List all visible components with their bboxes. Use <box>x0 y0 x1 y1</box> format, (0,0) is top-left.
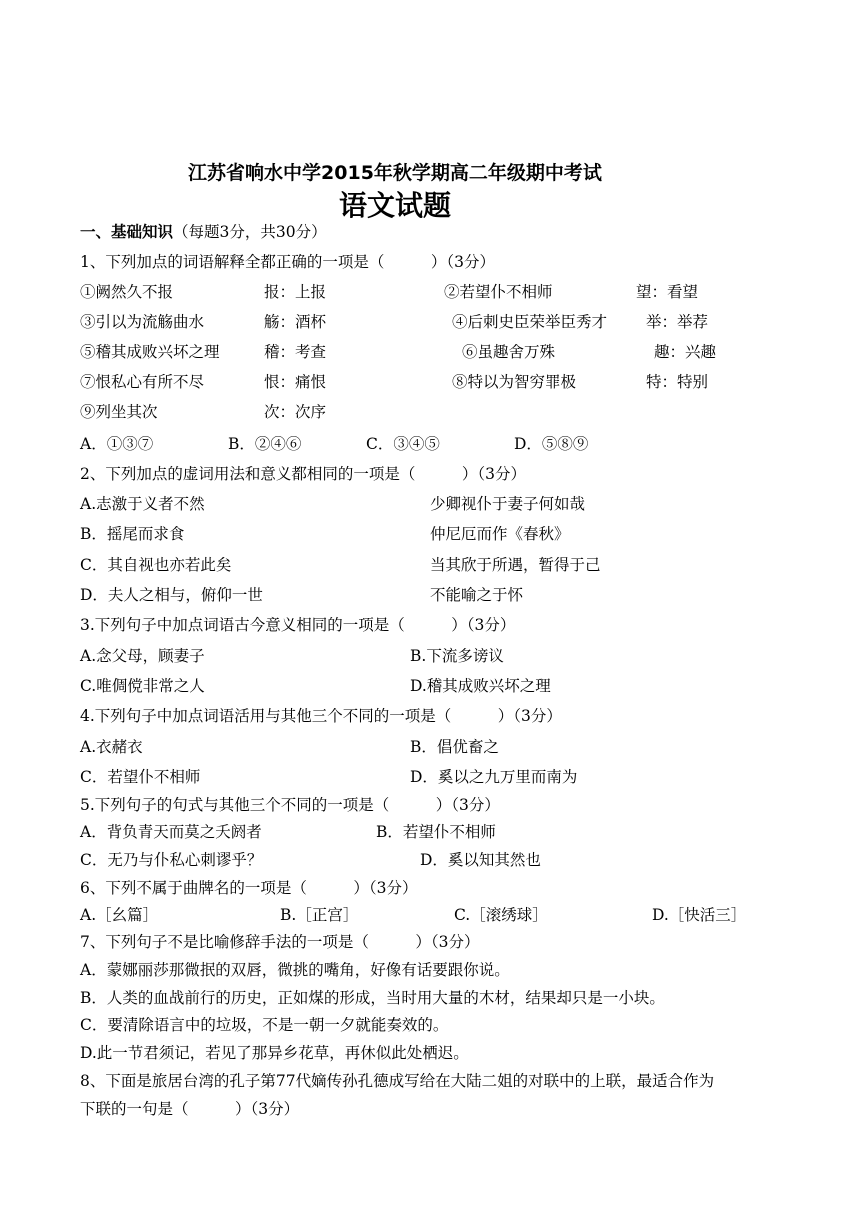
q8-stem-line2: 下联的一句是（ ）（3分） <box>80 1100 300 1118</box>
section-heading <box>80 222 327 242</box>
q6-option-a: A.［幺篇］ <box>80 906 159 924</box>
q6-option-c: C.［滚绣球］ <box>454 906 548 924</box>
q1-item: ⑨列坐其次 <box>80 403 158 421</box>
q2-stem: 2、下列加点的虚词用法和意义都相同的一项是（ ）（3分） <box>80 465 526 483</box>
q1-item: ⑤稽其成败兴坏之理 <box>80 343 220 361</box>
q5-option-b: B．若望仆不相师 <box>376 823 496 841</box>
q5-option-a: A．背负青天而莫之夭阏者 <box>80 823 262 841</box>
q1-item: ④后刺史臣荣举臣秀才 <box>452 313 608 331</box>
q1-gloss: 举：举荐 <box>646 313 709 331</box>
q1-gloss: 恨：痛恨 <box>264 373 327 391</box>
q4-option-c: C．若望仆不相师 <box>80 768 201 786</box>
q8-stem-line1: 8、下面是旅居台湾的孔子第77代嫡传孙孔德成写给在大陆二姐的对联中的上联，最适合作为 <box>80 1072 715 1090</box>
q1-gloss: 特：特别 <box>646 373 709 391</box>
q1-item: ③引以为流觞曲水 <box>80 313 205 331</box>
q7-option-d: D.此一节君须记，若见了那异乡花草，再休似此处栖迟。 <box>80 1044 469 1062</box>
q1-item: ⑦恨私心有所不尽 <box>80 373 205 391</box>
q3-stem: 3.下列句子中加点词语古今意义相同的一项是（ ）（3分） <box>80 616 516 634</box>
q2-option-left: B．摇尾而求食 <box>80 525 185 543</box>
q1-gloss: 次：次序 <box>264 403 327 421</box>
q2-option-right: 当其欣于所遇，暂得于己 <box>430 556 601 574</box>
q1-gloss: 趣：兴趣 <box>654 343 717 361</box>
q7-option-b: B．人类的血战前行的历史，正如煤的形成，当时用大量的木材，结果却只是一小块。 <box>80 989 665 1007</box>
q2-option-left: A.志激于义者不然 <box>80 495 205 513</box>
q1-option-a: A．①③⑦ <box>80 435 154 453</box>
q1-gloss: 觞：酒杯 <box>264 313 327 331</box>
q1-option-c: C．③④⑤ <box>366 435 440 453</box>
q2-option-right: 少卿视仆于妻子何如哉 <box>430 495 586 513</box>
q6-stem: 6、下列不属于曲牌名的一项是（ ）（3分） <box>80 879 418 897</box>
school-title: 江苏省响水中学2015年秋学期高二年级期中考试 <box>188 162 602 184</box>
q1-option-d: D．⑤⑧⑨ <box>514 435 589 453</box>
q3-option-d: D.稽其成败兴坏之理 <box>410 677 551 695</box>
q2-option-right: 仲尼厄而作《春秋》 <box>430 525 570 543</box>
q6-option-b: B.［正宫］ <box>280 906 359 924</box>
q1-gloss: 望：看望 <box>636 283 699 301</box>
q2-option-right: 不能喻之于怀 <box>430 586 524 604</box>
q1-gloss: 报：上报 <box>264 283 327 301</box>
q2-option-left: D．夫人之相与，俯仰一世 <box>80 586 263 604</box>
q5-option-d: D．奚以知其然也 <box>420 851 541 869</box>
q3-option-a: A.念父母，顾妻子 <box>80 647 205 665</box>
q3-option-b: B.下流多谤议 <box>410 647 504 665</box>
q1-option-b: B．②④⑥ <box>228 435 302 453</box>
section-heading-note: （每题3分，共30分） <box>173 223 327 241</box>
section-heading-label: 一、基础知识 <box>80 223 174 241</box>
subject-title: 语文试题 <box>338 189 451 222</box>
q2-option-left: C．其自视也亦若此矣 <box>80 556 232 574</box>
q5-stem: 5.下列句子的句式与其他三个不同的一项是（ ）（3分） <box>80 796 500 814</box>
q3-option-c: C.唯倜傥非常之人 <box>80 677 205 695</box>
q7-stem: 7、下列句子不是比喻修辞手法的一项是（ ）（3分） <box>80 933 480 951</box>
q7-option-c: C．要清除语言中的垃圾，不是一朝一夕就能奏效的。 <box>80 1016 449 1034</box>
q1-item: ⑧特以为智穷罪极 <box>452 373 577 391</box>
q4-option-a: A.衣赭衣 <box>80 738 143 756</box>
q1-item: ②若望仆不相师 <box>444 283 553 301</box>
q1-gloss: 稽：考查 <box>264 343 327 361</box>
q5-option-c: C．无乃与仆私心刺谬乎？ <box>80 851 263 869</box>
q4-option-d: D．奚以之九万里而南为 <box>410 768 578 786</box>
q6-option-d: D.［快活三］ <box>652 906 747 924</box>
q4-stem: 4.下列句子中加点词语活用与其他三个不同的一项是（ ）（3分） <box>80 707 562 725</box>
q1-item: ①阙然久不报 <box>80 283 174 301</box>
q4-option-b: B．倡优畜之 <box>410 738 499 756</box>
q1-stem: 1、下列加点的词语解释全都正确的一项是（ ）（3分） <box>80 253 495 271</box>
q1-item: ⑥虽趣舍万殊 <box>462 343 556 361</box>
q7-option-a: A．蒙娜丽莎那微抿的双唇，微挑的嘴角，好像有话要跟你说。 <box>80 961 510 979</box>
